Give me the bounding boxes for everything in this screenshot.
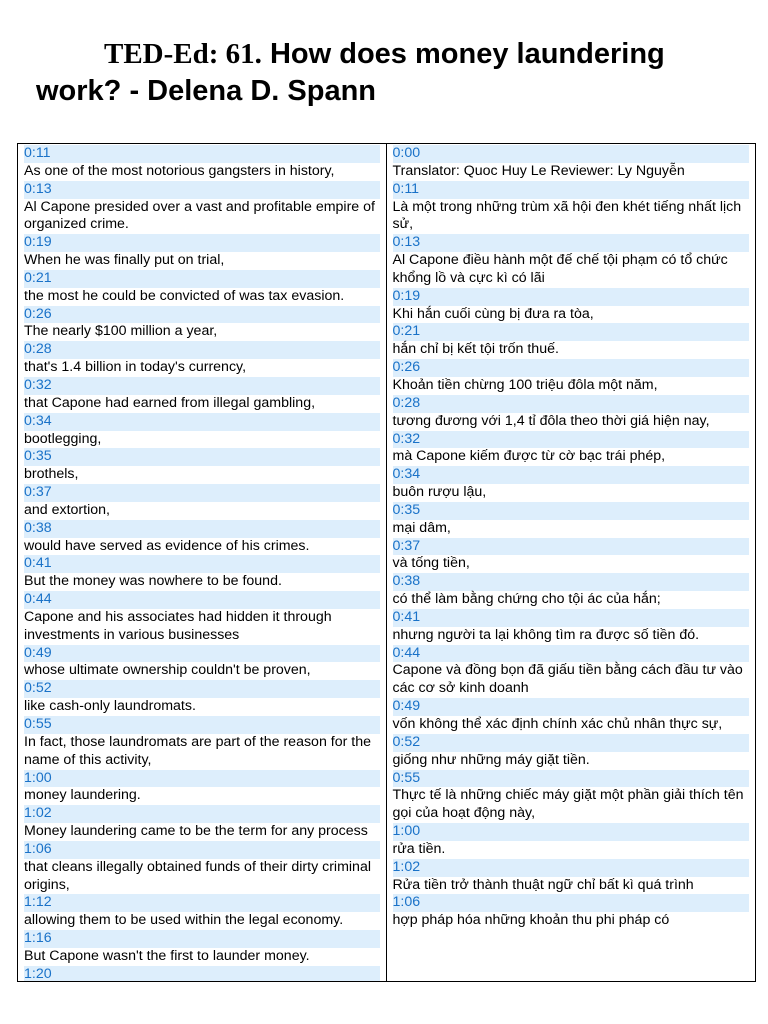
transcript-line: hợp pháp hóa những khoản thu phi pháp có <box>392 912 670 929</box>
transcript-line: When he was finally put on trial, <box>24 252 225 269</box>
transcript-line: mà Capone kiếm được từ cờ bạc trái phép, <box>392 448 666 465</box>
timestamp: 0:00 <box>393 145 750 163</box>
timestamp: 0:52 <box>393 734 750 752</box>
timestamp: 1:20 <box>24 966 380 981</box>
timestamp: 0:41 <box>24 555 380 573</box>
transcript-line: vốn không thể xác định chính xác chủ nhân thực sự, <box>392 716 723 732</box>
transcript-line: money laundering. <box>24 787 141 804</box>
timestamp: 0:19 <box>393 288 750 306</box>
timestamp: 0:32 <box>24 377 380 395</box>
transcript-line: that's 1.4 billion in today's currency, <box>24 359 247 376</box>
timestamp: 0:13 <box>24 181 380 199</box>
timestamp: 0:44 <box>393 645 750 663</box>
timestamp: 1:02 <box>393 859 750 877</box>
transcript-line: and extortion, <box>24 501 110 518</box>
transcript-line: và tống tiền, <box>392 555 470 572</box>
title-prefix: TED-Ed: 61. <box>104 38 262 70</box>
transcript-line: In fact, those laundromats are part of the reason for the name of this activity, <box>24 733 372 768</box>
timestamp: 0:11 <box>393 181 750 199</box>
timestamp: 1:16 <box>24 930 380 948</box>
transcript-line: tương đương với 1,4 tỉ đôla theo thời giá hiện nay, <box>392 412 710 429</box>
timestamp: 1:00 <box>393 823 750 841</box>
title-rest: How does money laundering work? - Delena D. Spann <box>36 38 665 107</box>
timestamp: 0:21 <box>393 323 750 341</box>
timestamp: 0:26 <box>393 359 750 377</box>
document-title <box>36 36 736 110</box>
timestamp: 0:55 <box>24 716 380 734</box>
transcript-line: có thể làm bằng chứng cho tội ác của hắn; <box>392 591 661 608</box>
transcript-line: mại dâm, <box>392 519 451 536</box>
timestamp: 0:44 <box>24 591 380 609</box>
timestamp: 0:52 <box>24 680 380 698</box>
transcript-line: Translator: Quoc Huy Le Reviewer: Ly Nguyễn <box>392 162 685 179</box>
transcript-line: the most he could be convicted of was tax evasion. <box>24 287 345 304</box>
transcript-line: The nearly $100 million a year, <box>24 323 218 340</box>
transcript-line: Al Capone điều hành một đế chế tội phạm có tổ chức khổng lồ và cực kì có lãi <box>392 252 728 286</box>
transcript-line: rửa tiền. <box>392 840 446 857</box>
transcript-line: Money laundering came to be the term for any process <box>24 823 368 840</box>
transcript-line: Capone và đồng bọn đã giấu tiền bằng cách đầu tư vào các cơ sở kinh doanh <box>392 662 743 697</box>
transcript-line: giống như những máy giặt tiền. <box>392 751 590 768</box>
transcript-line: Capone and his associates had hidden it through investments in various businesses <box>24 608 332 643</box>
timestamp: 0:26 <box>24 306 380 324</box>
transcript-line: buôn rượu lậu, <box>392 484 487 501</box>
timestamp: 0:55 <box>393 770 750 788</box>
timestamp: 0:28 <box>393 395 750 413</box>
transcript-line: But Capone wasn't the first to launder money. <box>24 947 310 964</box>
transcript-line: Al Capone presided over a vast and profitable empire of organized crime. <box>24 198 375 233</box>
transcript-line: brothels, <box>24 466 79 483</box>
timestamp: 1:02 <box>24 805 380 823</box>
transcript-line: Rửa tiền trở thành thuật ngữ chỉ bất kì quá trình <box>392 876 694 893</box>
timestamp: 1:00 <box>24 770 380 788</box>
transcript-line: that Capone had earned from illegal gambling, <box>24 394 316 411</box>
timestamp: 1:06 <box>24 841 380 859</box>
timestamp: 0:13 <box>393 234 750 252</box>
transcript-line: Là một trong những trùm xã hội đen khét tiếng nhất lịch sử, <box>392 198 742 233</box>
timestamp: 0:11 <box>24 145 380 163</box>
timestamp: 0:35 <box>24 448 380 466</box>
timestamp: 0:34 <box>24 413 380 431</box>
timestamp: 1:12 <box>24 894 380 912</box>
timestamp: 1:06 <box>393 894 750 912</box>
timestamp: 0:37 <box>393 538 750 556</box>
timestamp: 0:35 <box>393 502 750 520</box>
timestamp: 0:34 <box>393 466 750 484</box>
transcript-line: like cash-only laundromats. <box>24 698 196 715</box>
transcript-line: Thực tế là những chiếc máy giặt một phần giải thích tên gọi của hoạt động này, <box>392 787 744 822</box>
timestamp: 0:37 <box>24 484 380 502</box>
timestamp: 0:49 <box>24 645 380 663</box>
transcript-line: nhưng người ta lại không tìm ra được số tiền đó. <box>392 626 700 643</box>
transcript-line: Khoản tiền chừng 100 triệu đôla một năm, <box>392 376 658 393</box>
timestamp: 0:41 <box>393 609 750 627</box>
timestamp: 0:38 <box>393 573 750 591</box>
timestamp: 0:49 <box>393 698 750 716</box>
timestamp: 0:19 <box>24 234 380 252</box>
transcript-line: As one of the most notorious gangsters in history, <box>24 162 335 179</box>
english-transcript-column <box>18 144 387 981</box>
transcript-line: bootlegging, <box>24 430 102 447</box>
transcript-line: whose ultimate ownership couldn't be proven, <box>24 662 311 679</box>
transcript-line: hắn chỉ bị kết tội trốn thuế. <box>392 341 559 358</box>
timestamp: 0:28 <box>24 341 380 359</box>
transcript-table <box>17 143 756 982</box>
transcript-line: But the money was nowhere to be found. <box>24 573 282 590</box>
vietnamese-transcript-column <box>387 144 756 981</box>
transcript-line: that cleans illegally obtained funds of their dirty criminal origins, <box>24 858 371 893</box>
timestamp: 0:32 <box>393 431 750 449</box>
timestamp: 0:38 <box>24 520 380 538</box>
transcript-line: would have served as evidence of his crimes. <box>24 537 310 554</box>
transcript-line: allowing them to be used within the legal economy. <box>24 912 344 929</box>
transcript-line: Khi hắn cuối cùng bị đưa ra tòa, <box>392 305 594 322</box>
timestamp: 0:21 <box>24 270 380 288</box>
